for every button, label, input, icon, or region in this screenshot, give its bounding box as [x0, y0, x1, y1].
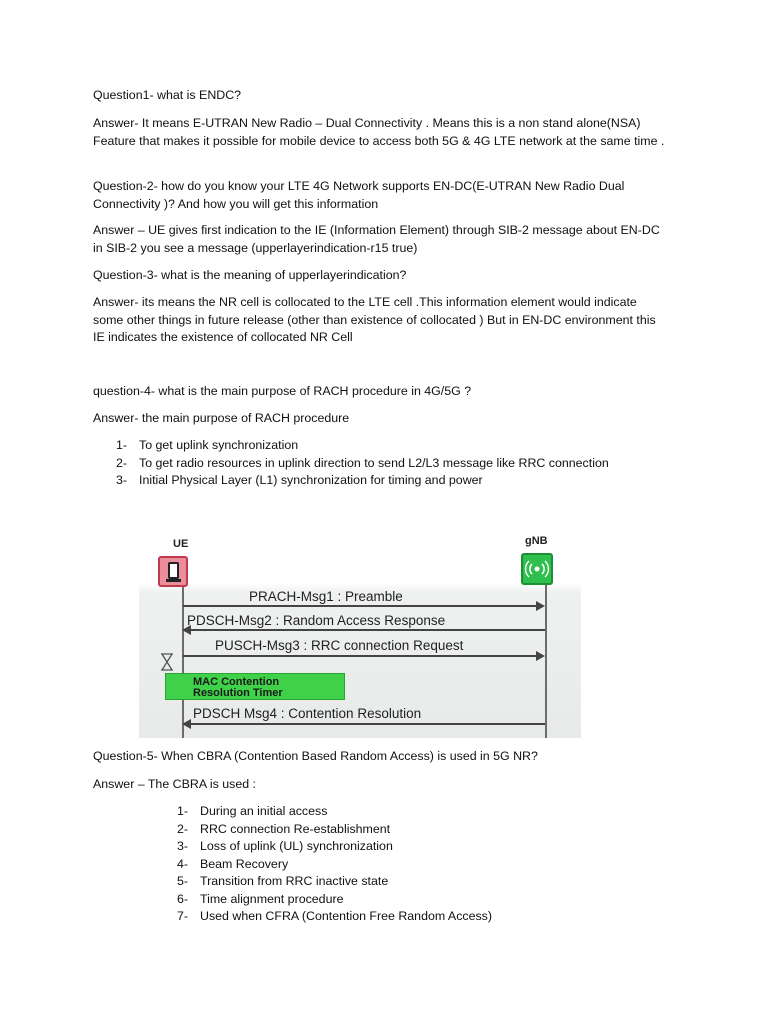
msg2-arrow — [184, 629, 545, 631]
msg1-arrow — [183, 605, 543, 607]
list-item: 1- During an initial access — [177, 804, 328, 818]
answer-5: Answer – The CBRA is used : — [93, 777, 256, 791]
msg3-arrow — [183, 655, 543, 657]
gnb-lifeline — [545, 585, 547, 738]
hourglass-icon — [160, 653, 174, 671]
gnb-label: gNB — [525, 535, 548, 547]
msg4-arrow — [184, 723, 545, 725]
msg2-label: PDSCH-Msg2 : Random Access Response — [187, 613, 446, 628]
rach-sequence-diagram — [139, 533, 581, 738]
list-item: 2- To get radio resources in uplink direction to send L2/L3 message like RRC connection — [116, 455, 609, 470]
msg3-label: PUSCH-Msg3 : RRC connection Request — [215, 638, 464, 653]
list-item: 2- RRC connection Re-establishment — [177, 821, 391, 836]
msg1-label: PRACH-Msg1 : Preamble — [249, 589, 403, 604]
answer-4: Answer- the main purpose of RACH procedure — [93, 411, 350, 425]
list-item: 1- To get uplink synchronization — [116, 438, 299, 452]
list-item: 7- Used when CFRA (Contention Free Random Access) — [177, 909, 492, 923]
answer-2: Answer – UE gives first indication to the IE (Information Element) through SIB-2 message about EN-DC in SIB-2 you see a message (upperlayerindication-r15 true) — [93, 223, 660, 255]
rach-purpose-list — [116, 437, 676, 490]
ue-lifeline — [182, 587, 184, 738]
ue-label: UE — [173, 538, 189, 550]
list-item: 5- Transition from RRC inactive state — [177, 874, 389, 888]
question-5: Question-5- When CBRA (Contention Based Random Access) is used in 5G NR? — [93, 749, 538, 763]
antenna-icon — [521, 553, 553, 585]
mac-contention-timer: MAC Contention Resolution Timer — [165, 673, 345, 700]
list-item: 6- Time alignment procedure — [177, 891, 344, 906]
answer-3: Answer- its means the NR cell is collocated to the LTE cell .This information element would indicate some other things in future release (other than existence of collocated ) But in EN-DC environment this IE indicates the existence of collocated NR Cell — [93, 295, 656, 344]
cbra-usage-list — [177, 803, 677, 926]
list-item: 3- Initial Physical Layer (L1) synchronization for timing and power — [116, 473, 483, 487]
msg4-label: PDSCH Msg4 : Contention Resolution — [193, 706, 422, 721]
question-1: Question1- what is ENDC? — [93, 88, 242, 102]
list-item: 3- Loss of uplink (UL) synchronization — [177, 839, 393, 853]
answer-1: Answer- It means E-UTRAN New Radio – Dual Connectivity . Means this is a non stand alone(NSA) Feature that makes it possible for mobile device to access both 5G & 4G LTE network at the same time . — [93, 116, 665, 148]
question-2: Question-2- how do you know your LTE 4G Network supports EN-DC(E-UTRAN New Radio Dual Connectivity )? And how you will get this information — [93, 179, 625, 211]
list-item: 4- Beam Recovery — [177, 856, 289, 871]
phone-icon — [158, 556, 188, 587]
question-4: question-4- what is the main purpose of RACH procedure in 4G/5G ? — [93, 384, 472, 398]
question-3: Question-3- what is the meaning of upperlayerindication? — [93, 268, 407, 282]
